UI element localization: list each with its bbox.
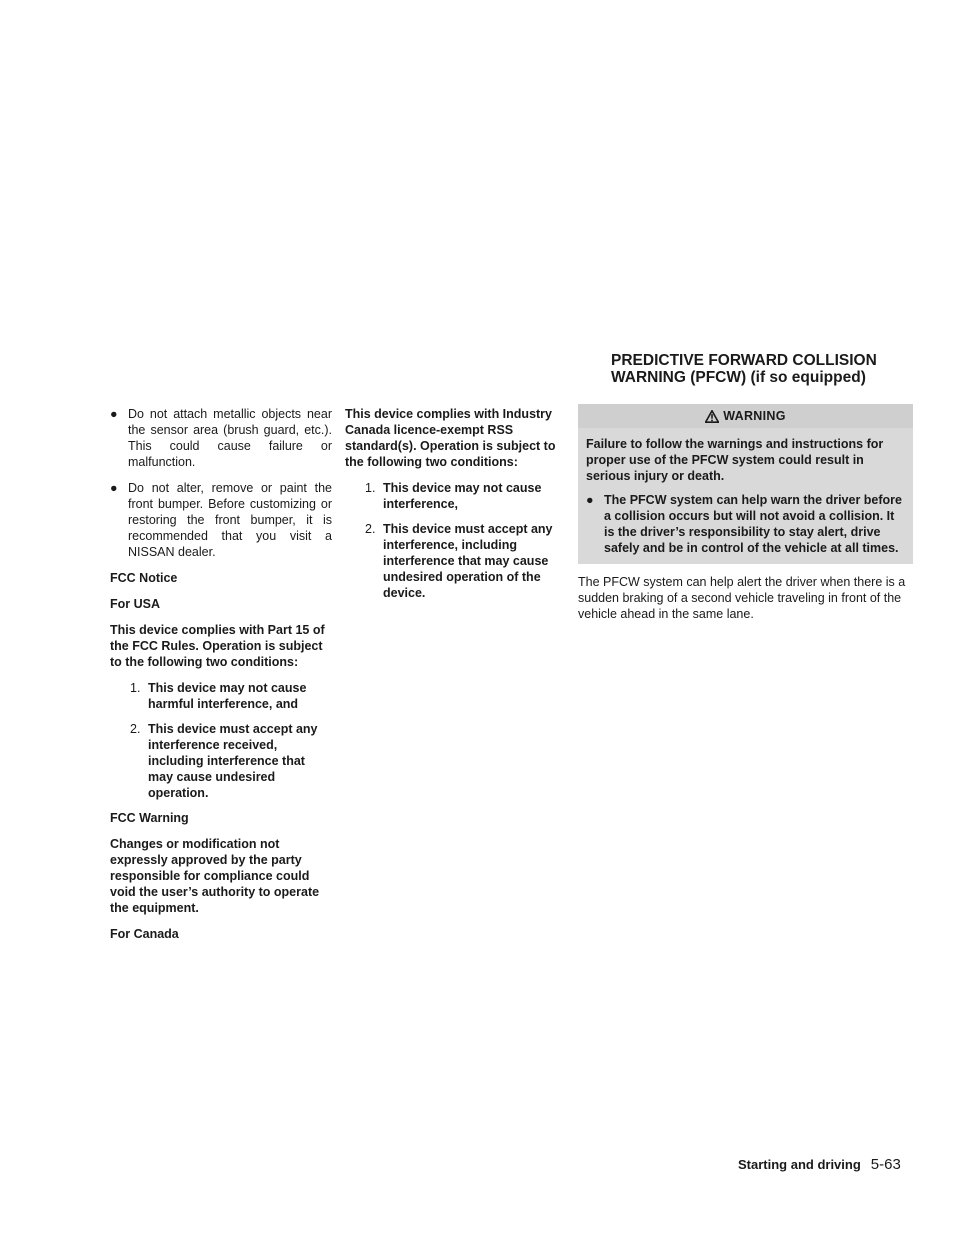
column-3 <box>578 404 913 622</box>
warning-header <box>578 404 913 428</box>
pfcw-description: The PFCW system can help alert the driver when there is a sudden braking of a second vehicle traveling in front of the vehicle ahead in the same lane. <box>578 575 906 621</box>
canada-statement: This device complies with Industry Canada licence-exempt RSS standard(s). Operation is subject to the following two conditions: <box>345 407 556 469</box>
for-usa-heading: For USA <box>110 597 160 611</box>
fcc-notice-heading: FCC Notice <box>110 571 178 585</box>
page-footer <box>738 1156 901 1173</box>
section-title-line2: WARNING (PFCW) (if so equipped) <box>611 369 866 386</box>
warning-box <box>578 404 913 564</box>
section-title <box>611 352 931 386</box>
footer-section: Starting and driving <box>738 1157 861 1172</box>
column-2 <box>345 406 567 610</box>
page-number: 5-63 <box>870 1156 901 1173</box>
bullet-icon: ● <box>110 407 118 421</box>
list-item: 2. This device must accept any interference, including interference that may cause undesired operation of the device. <box>365 522 553 600</box>
bullet-icon: ● <box>586 493 594 507</box>
fcc-warning-heading: FCC Warning <box>110 811 189 825</box>
warning-triangle-icon <box>705 410 719 423</box>
list-item: 1. This device may not cause harmful interference, and <box>130 681 307 711</box>
for-canada-heading: For Canada <box>110 927 179 941</box>
list-item: ● Do not attach metallic objects near the sensor area (brush guard, etc.). This could cause failure or malfunction. <box>110 407 332 469</box>
usa-statement: This device complies with Part 15 of the FCC Rules. Operation is subject to the following two conditions: <box>110 623 325 669</box>
section-title-line1: PREDICTIVE FORWARD COLLISION <box>611 352 877 369</box>
warning-intro: Failure to follow the warnings and instructions for proper use of the PFCW system could result in serious injury or death. <box>586 437 884 483</box>
column-1 <box>110 406 332 952</box>
fcc-warning-statement: Changes or modification not expressly approved by the party responsible for compliance could void the user’s authority to operate the equipment. <box>110 837 320 915</box>
bullet-icon: ● <box>110 481 118 495</box>
list-item: 1. This device may not cause interference, <box>365 481 542 511</box>
list-item: 2. This device must accept any interference received, including interference that may cause undesired operation. <box>130 722 318 800</box>
list-item: ● The PFCW system can help warn the driver before a collision occurs but will not avoid a collision. It is the driver’s responsibility to stay alert, drive safely and be in control of the vehicle at all times. <box>586 493 902 555</box>
warning-label: WARNING <box>723 409 786 423</box>
list-item: ● Do not alter, remove or paint the front bumper. Before customizing or restoring the front bumper, it is recommended that you visit a NISSAN dealer. <box>110 481 332 559</box>
